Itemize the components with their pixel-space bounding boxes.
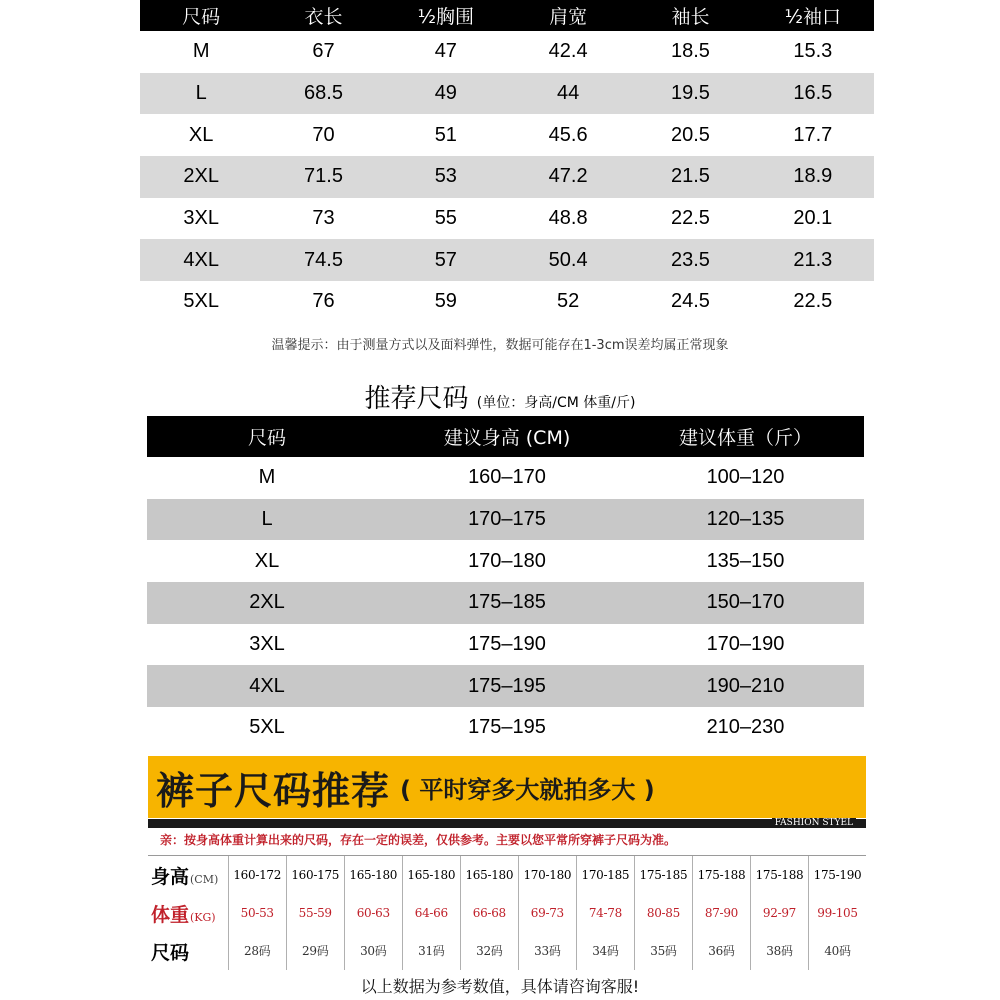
recommend-title-block — [0, 378, 1000, 415]
table-cell: 51 — [434, 123, 457, 146]
recommend-table — [147, 416, 864, 749]
weight-cell: 92-97 — [750, 894, 808, 932]
table-cell: 2XL — [183, 165, 219, 188]
footer-note: 以上数据为参考数值，具体请咨询客服! — [360, 977, 640, 996]
height-cell: 170-185 — [576, 856, 634, 894]
table-row — [140, 156, 874, 198]
weight-cell: 74-78 — [576, 894, 634, 932]
table-cell: L — [261, 508, 273, 531]
table-cell: 52 — [557, 290, 580, 313]
table-row — [147, 499, 864, 541]
table-cell: XL — [188, 123, 214, 146]
size-cell: 36码 — [692, 932, 750, 970]
height-unit: (CM) — [190, 872, 219, 886]
fashion-bar — [148, 819, 866, 828]
table-cell: 47.2 — [548, 165, 588, 188]
height-cell: 175-190 — [808, 856, 866, 894]
table-cell: 50.4 — [548, 248, 588, 271]
table-row — [140, 114, 874, 156]
table-cell: 160–170 — [468, 466, 546, 489]
weight-cell: 50-53 — [228, 894, 286, 932]
table-cell: 47 — [434, 40, 457, 63]
height-cell: 170-180 — [518, 856, 576, 894]
table-cell: 5XL — [183, 290, 219, 313]
size-cell: 33码 — [518, 932, 576, 970]
table-cell: 19.5 — [671, 82, 710, 105]
table-cell: 67 — [312, 40, 335, 63]
recommend-header-cell: 建议身高 (CM) — [443, 427, 571, 449]
table-cell: 24.5 — [671, 290, 710, 313]
table-cell: 2XL — [249, 591, 285, 614]
table-row — [140, 198, 874, 240]
table-cell: 45.6 — [548, 123, 588, 146]
table-cell: 175–195 — [468, 674, 546, 697]
measurement-table — [140, 0, 874, 323]
pants-note: 亲：按身高体重计算出来的尺码，存在一定的误差，仅供参考。主要以您平常所穿裤子尺码为准。 — [160, 833, 677, 847]
table-cell: 135–150 — [706, 549, 785, 572]
table-cell: 18.5 — [671, 40, 710, 63]
table-cell: M — [192, 40, 210, 63]
weight-cell: 99-105 — [808, 894, 866, 932]
measurement-header-cell: 袖长 — [671, 6, 710, 28]
table-cell: 3XL — [183, 207, 219, 230]
weight-unit: (KG) — [190, 910, 216, 924]
table-cell: L — [195, 82, 207, 105]
table-row — [147, 540, 864, 582]
size-cell: 38码 — [750, 932, 808, 970]
table-cell: XL — [254, 549, 280, 572]
height-label-text: 身高 — [151, 865, 190, 888]
table-cell: 3XL — [249, 633, 285, 656]
table-cell: 68.5 — [304, 82, 343, 105]
fashion-label: FASHION STYEL — [772, 818, 856, 828]
height-cell: 175-185 — [634, 856, 692, 894]
table-cell: 170–180 — [468, 549, 546, 572]
recommend-title: 推荐尺码 — [364, 384, 469, 414]
table-cell: 74.5 — [304, 248, 343, 271]
table-cell: 42.4 — [548, 40, 588, 63]
table-row — [140, 239, 874, 281]
weight-cell: 60-63 — [344, 894, 402, 932]
table-cell: 49 — [434, 82, 457, 105]
table-cell: 100–120 — [706, 466, 785, 489]
size-cell: 31码 — [402, 932, 460, 970]
measurement-header-cell: 肩宽 — [549, 6, 588, 28]
table-cell: 76 — [312, 290, 335, 313]
table-cell: 4XL — [249, 674, 285, 697]
table-row — [147, 665, 864, 707]
weight-cell: 69-73 — [518, 894, 576, 932]
table-cell: 17.7 — [793, 123, 833, 146]
weight-cell: 55-59 — [286, 894, 344, 932]
weight-cell: 64-66 — [402, 894, 460, 932]
pants-banner — [148, 756, 866, 818]
recommend-header-row — [147, 416, 864, 457]
size-cell: 40码 — [808, 932, 866, 970]
table-cell: 210–230 — [706, 716, 785, 739]
table-cell: 15.3 — [793, 40, 833, 63]
table-cell: 73 — [312, 207, 335, 230]
measurement-header-cell: 衣长 — [304, 6, 343, 28]
table-cell: 70 — [312, 123, 335, 146]
height-cell: 165-180 — [402, 856, 460, 894]
size-cell: 30码 — [344, 932, 402, 970]
height-cell: 165-180 — [460, 856, 518, 894]
table-cell: 150–170 — [706, 591, 785, 614]
pants-weight-row — [148, 894, 866, 932]
table-cell: 22.5 — [793, 290, 833, 313]
size-label — [148, 938, 228, 965]
height-cell: 160-172 — [228, 856, 286, 894]
weight-label — [148, 900, 228, 927]
pants-height-row — [148, 856, 866, 894]
table-cell: 175–190 — [468, 633, 546, 656]
table-cell: 18.9 — [793, 165, 833, 188]
table-cell: 190–210 — [706, 674, 785, 697]
weight-cell: 80-85 — [634, 894, 692, 932]
table-cell: 22.5 — [671, 207, 710, 230]
measurement-header-row — [140, 0, 874, 31]
table-cell: 23.5 — [671, 248, 710, 271]
recommend-header-cell: 建议体重（斤） — [678, 427, 812, 449]
height-cell: 165-180 — [344, 856, 402, 894]
table-row — [147, 707, 864, 749]
table-cell: 55 — [434, 207, 457, 230]
height-cell: 160-175 — [286, 856, 344, 894]
weight-cell: 66-68 — [460, 894, 518, 932]
measurement-header-cell: ½胸围 — [417, 6, 475, 28]
height-label — [148, 862, 228, 889]
table-cell: 175–195 — [468, 716, 546, 739]
table-cell: 21.3 — [793, 248, 833, 271]
table-cell: 170–175 — [468, 508, 546, 531]
table-cell: 44 — [557, 82, 580, 105]
table-row — [140, 281, 874, 323]
height-cell: 175-188 — [692, 856, 750, 894]
table-row — [147, 624, 864, 666]
measurement-header-cell: ½袖口 — [784, 6, 842, 28]
pants-size-row — [148, 932, 866, 970]
table-cell: 71.5 — [304, 165, 343, 188]
weight-label-text: 体重 — [151, 903, 190, 926]
table-cell: 57 — [434, 248, 457, 271]
size-label-text: 尺码 — [151, 941, 190, 964]
table-cell: 170–190 — [706, 633, 785, 656]
table-cell: 20.5 — [671, 123, 710, 146]
size-cell: 29码 — [286, 932, 344, 970]
table-cell: 53 — [434, 165, 457, 188]
recommend-unit-note: (单位：身高/CM 体重/斤) — [476, 395, 636, 411]
table-cell: 21.5 — [671, 165, 710, 188]
table-cell: 59 — [434, 290, 457, 313]
table-cell: M — [258, 466, 276, 489]
size-cell: 34码 — [576, 932, 634, 970]
table-cell: 175–185 — [468, 591, 546, 614]
pants-title: 裤子尺码推荐 — [156, 768, 391, 813]
size-cell: 32码 — [460, 932, 518, 970]
table-row — [140, 31, 874, 73]
pants-subtitle: ( 平时穿多大就拍多大 ) — [400, 775, 655, 804]
table-row — [147, 457, 864, 499]
pants-size-grid — [148, 855, 866, 974]
table-cell: 4XL — [183, 248, 219, 271]
height-cell: 175-188 — [750, 856, 808, 894]
measurement-header-cell: 尺码 — [182, 6, 221, 28]
table-cell: 20.1 — [793, 207, 833, 230]
table-cell: 120–135 — [706, 508, 785, 531]
measurement-note: 温馨提示：由于测量方式以及面料弹性，数据可能存在1-3cm误差均属正常现象 — [271, 338, 729, 353]
size-cell: 35码 — [634, 932, 692, 970]
table-cell: 16.5 — [793, 82, 833, 105]
size-cell: 28码 — [228, 932, 286, 970]
table-cell: 5XL — [249, 716, 285, 739]
table-row — [140, 73, 874, 115]
table-row — [147, 582, 864, 624]
weight-cell: 87-90 — [692, 894, 750, 932]
recommend-header-cell: 尺码 — [247, 427, 286, 449]
table-cell: 48.8 — [548, 207, 588, 230]
